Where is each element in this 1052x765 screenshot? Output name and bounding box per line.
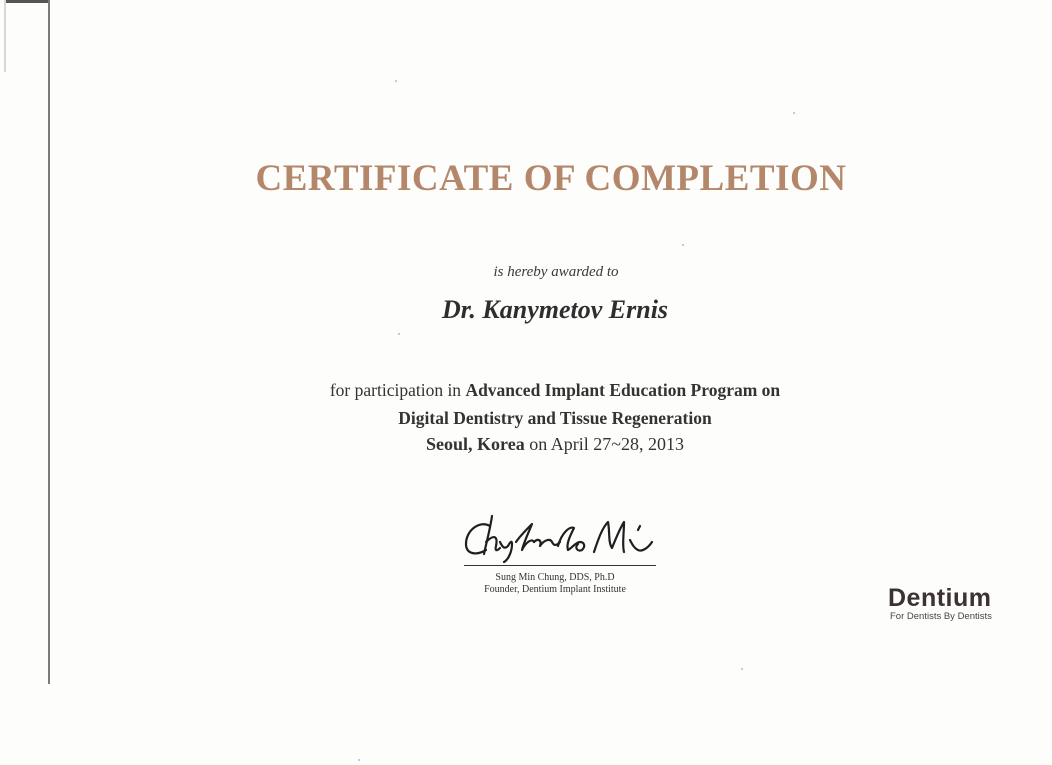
- scan-edge-mark: [6, 0, 50, 3]
- signatory-title: Founder, Dentium Implant Institute: [484, 584, 626, 595]
- scan-speck: [395, 80, 397, 82]
- date-prefix: on April: [529, 434, 589, 454]
- scan-edge-tick: [4, 0, 6, 72]
- dentium-logo: Dentium: [888, 584, 992, 612]
- dentium-tagline: For Dentists By Dentists: [890, 611, 992, 622]
- scan-speck: [682, 244, 684, 246]
- scan-edge-line: [48, 0, 50, 684]
- location-date-line: [0, 434, 1052, 455]
- signatory-name: Sung Min Chung, DDS, Ph.D: [495, 572, 615, 583]
- participation-prefix: for participation in: [329, 380, 462, 400]
- event-date: 27~28, 2013: [593, 434, 684, 454]
- recipient-name: Dr. Kanymetov Ernis: [441, 295, 669, 324]
- awarded-to-text: is hereby awarded to: [493, 264, 619, 280]
- event-location: Seoul, Korea: [426, 434, 525, 454]
- scan-speck: [398, 333, 400, 335]
- participation-line: [0, 380, 1052, 401]
- program-name-part1: Advanced Implant Education Program on: [465, 380, 781, 400]
- scan-speck: [793, 112, 795, 114]
- certificate-title: CERTIFICATE OF COMPLETION: [255, 158, 847, 199]
- signature: [462, 512, 662, 564]
- scan-speck: [741, 668, 743, 670]
- signature-line: [464, 565, 656, 566]
- scan-speck: [358, 759, 360, 761]
- program-name-part2: Digital Dentistry and Tissue Regeneration: [398, 408, 712, 428]
